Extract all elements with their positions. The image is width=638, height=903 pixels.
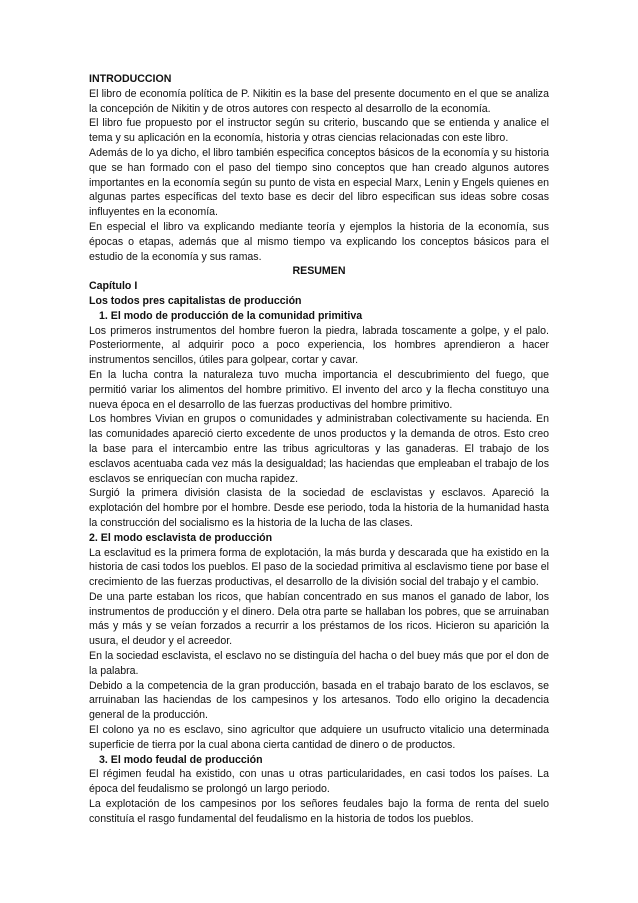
section-1-title: 1. El modo de producción de la comunidad primitiva bbox=[99, 309, 363, 322]
summary-heading: RESUMEN bbox=[292, 265, 346, 278]
section-2-title: 2. El modo esclavista de producción bbox=[89, 531, 273, 544]
section-1-paragraph-1: Los primeros instrumentos del hombre fueron la piedra, labrada toscamente a golpe, y el palo. Posteriormente, al adquirir poco a poco experiencia, los hombres aprendieron a hacer instrumentos sencillos, útiles para golpear, cortar y cavar. bbox=[89, 324, 549, 367]
section-1-paragraph-4: Surgió la primera división clasista de la sociedad de esclavistas y esclavos. Apareció la explotación del hombre por el hombre. Desde ese periodo, toda la historia de la humanidad hasta la construcción del socialismo es la historia de la lucha de las clases. bbox=[89, 487, 549, 529]
section-1-paragraph-3: Los hombres Vivian en grupos o comunidades y administraban colectivamente su hacienda. En las comunidades apareció cierto excedente de unos productos y la demanda de otros. Esto creo la base para el intercambio entre las tribus agricultoras y las ganaderas. El trabajo de los esclavos acentuaba cada vez más la desigualdad; las haciendas que empleaban el trabajo de los esclavos se enriquecían con mucha rapidez. bbox=[89, 413, 549, 485]
intro-paragraph-2: El libro fue propuesto por el instructor según su criterio, buscando que se entienda y analice el tema y su aplicación en la economía, historia y otras ciencias relacionadas con este libro. bbox=[89, 117, 549, 145]
intro-paragraph-3: Además de lo ya dicho, el libro también especifica conceptos básicos de la economía y su historia que se han formado con el paso del tiempo sino conceptos que han creado algunos autores importantes en la economía según su punto de vista en especial Marx, Lenin y Engels quienes en algunas partes específicas del texto base es decir del libro especifican sus ideas sobre cosas influyentes en la economía. bbox=[89, 146, 549, 219]
section-1-paragraph-2: En la lucha contra la naturaleza tuvo mucha importancia el descubrimiento del fuego, que permitió variar los alimentos del hombre primitivo. El invento del arco y la flecha constituyo una nueva época en el desarrollo de las fuerzas productivas del hombre primitivo. bbox=[89, 368, 549, 411]
intro-paragraph-1: El libro de economía política de P. Nikitin es la base del presente documento en el que se analiza la concepción de Nikitin y de otros autores con respecto al desarrollo de la economía. bbox=[89, 87, 549, 115]
chapter-label: Capítulo I bbox=[89, 280, 138, 293]
document-body bbox=[89, 72, 549, 827]
intro-paragraph-4: En especial el libro va explicando mediante teoría y ejemplos la historia de la economía, sus épocas o etapas, además que al mismo tiempo va explicando los conceptos básicos para el estudio de la economía y sus ramas. bbox=[89, 220, 549, 263]
intro-heading: INTRODUCCION bbox=[89, 73, 172, 85]
section-2-paragraph-4: Debido a la competencia de la gran producción, basada en el trabajo barato de los esclavos, se arruinaban las haciendas de los campesinos y los artesanos. Todo ello origino la decadencia general de la producción. bbox=[89, 679, 549, 722]
section-2-paragraph-2: De una parte estaban los ricos, que habían concentrado en sus manos el ganado de labor, los instrumentos de producción y el dinero. Dela otra parte se hallaban los pobres, que se arruinaban más y más y se veían forzados a recurrir a los préstamos de los ricos. Hicieron su aparición la usura, el deudor y el acreedor. bbox=[89, 590, 549, 648]
section-2-paragraph-3: En la sociedad esclavista, el esclavo no se distinguía del hacha o del buey más que por el don de la palabra. bbox=[89, 650, 549, 677]
section-3-paragraph-1: El régimen feudal ha existido, con unas u otras particularidades, en casi todos los países. La época del feudalismo se prolongó un largo periodo. bbox=[89, 768, 549, 796]
section-2-paragraph-5: El colono ya no es esclavo, sino agricultor que adquiere un usufructo vitalicio una determinada superficie de tierra por la cual abona cierta cantidad de dinero o de productos. bbox=[89, 724, 549, 751]
section-2-paragraph-1: La esclavitud es la primera forma de explotación, la más burda y descarada que ha existido en la historia de casi todos los pueblos. El paso de la sociedad primitiva al esclavismo tiene por base el crecimiento de las fuerzas productivas, el desarrollo de la división social del trabajo y el cambio. bbox=[89, 546, 549, 589]
section-3-paragraph-2: La explotación de los campesinos por los señores feudales bajo la forma de renta del suelo constituía el rasgo fundamental del feudalismo en la historia de todos los pueblos. bbox=[89, 798, 549, 825]
chapter-title: Los todos pres capitalistas de producción bbox=[89, 294, 302, 307]
section-3-title: 3. El modo feudal de producción bbox=[99, 753, 263, 766]
